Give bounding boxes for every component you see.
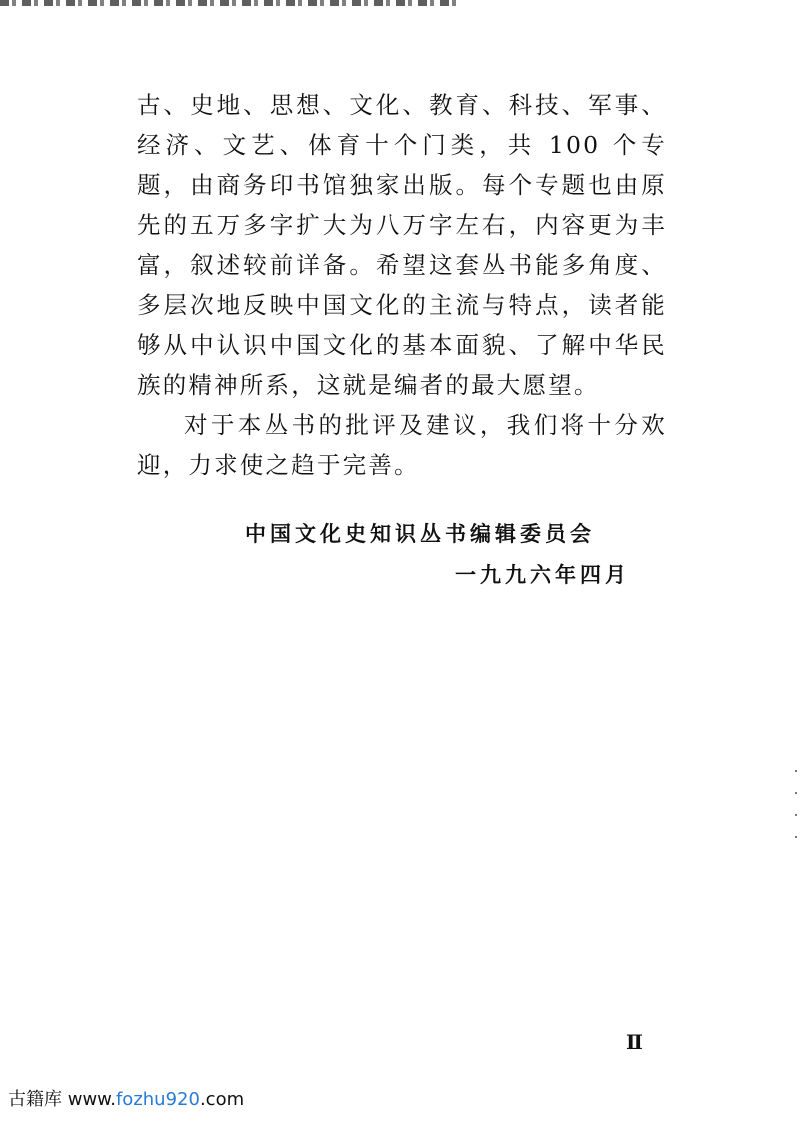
body-text <box>137 85 667 485</box>
page-number: Ⅱ <box>626 1030 643 1054</box>
scan-top-edge <box>0 0 460 6</box>
watermark-brand: fozhu920 <box>115 1089 200 1110</box>
signature-date: 一九九六年四月 <box>455 562 630 587</box>
signature-committee: 中国文化史知识丛书编辑委员会 <box>245 521 595 546</box>
watermark <box>8 1088 244 1112</box>
paragraph-1: 古、史地、思想、文化、教育、科技、军事、经济、文艺、体育十个门类，共 100 个专题，由商务印书馆独家出版。每个专题也由原先的五万多字扩大为八万字左右，内容更为丰富，叙述较前详备。希望这套丛书能多角度、多层次地反映中国文化的主流与特点，读者能够从中认识中国文化的基本面貌、了解中华民族的精神所系，这就是编者的最大愿望。 <box>137 91 667 399</box>
paragraph-2: 对于本丛书的批评及建议，我们将十分欢迎，力求使之趋于完善。 <box>137 411 667 479</box>
scan-margin-marks <box>795 770 798 860</box>
watermark-suffix: .com <box>199 1089 245 1110</box>
watermark-prefix: 古籍库 www. <box>8 1089 116 1110</box>
